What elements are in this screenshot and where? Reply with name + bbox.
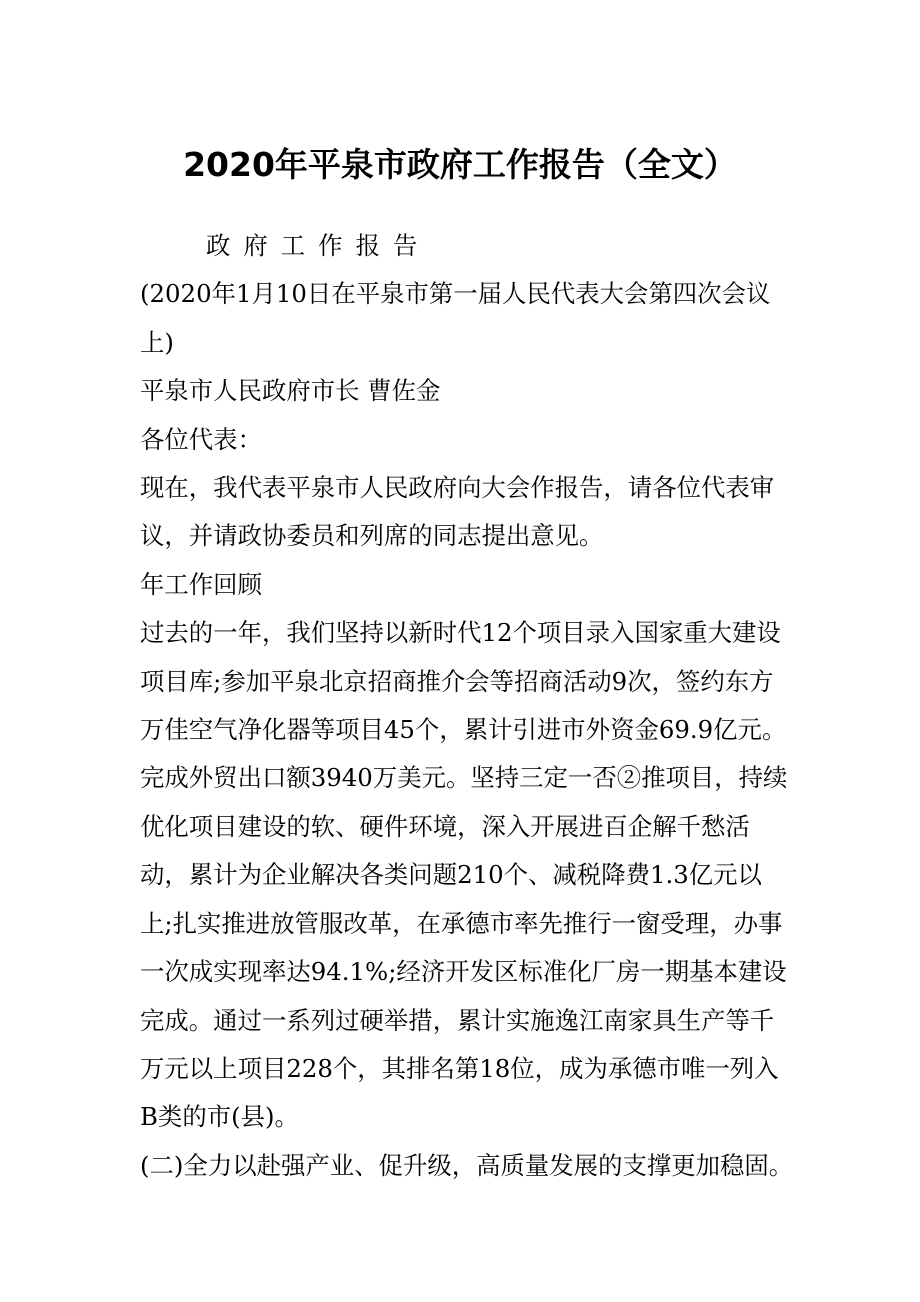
document-body xyxy=(140,222,794,1190)
salutation: 各位代表： xyxy=(140,424,262,454)
author-line: 平泉市人民政府市长 曹佐金 xyxy=(140,376,441,406)
intro-paragraph: 现在，我代表平泉市人民政府向大会作报告，请各位代表审议，并请政协委员和列席的同志提出意见。 xyxy=(140,473,775,551)
meeting-note: (2020年1月10日在平泉市第一届人民代表大会第四次会议上) xyxy=(140,279,771,357)
report-subtitle: 政府工作报告 xyxy=(206,231,431,260)
section-two-heading: (二)全力以赴强产业、促升级，高质量发展的支撑更加稳固。 xyxy=(140,1150,794,1180)
section-heading: 年工作回顾 xyxy=(140,569,262,599)
main-paragraph: 过去的一年，我们坚持以新时代12个项目录入国家重大建设项目库;参加平泉北京招商推介会等招商活动9次，签约东方万佳空气净化器等项目45个，累计引进市外资金69.9亿元。完成外贸出口额3940万美元。坚持三定一否②推项目，持续优化项目建设的软、硬件环境，深入开展进百企解千愁活动，累计为企业解决各类问题210个、减税降费1.3亿元以上;扎实推进放管服改革，在承德市率先推行一窗受理，办事一次成实现率达94.1%;经济开发区标准化厂房一期基本建设完成。通过一系列过硬举措，累计实施逸江南家具生产等千万元以上项目228个，其排名第18位，成为承德市唯一列入B类的市(县)。 xyxy=(140,618,788,1132)
document-title: 2020年平泉市政府工作报告（全文） xyxy=(183,145,737,184)
